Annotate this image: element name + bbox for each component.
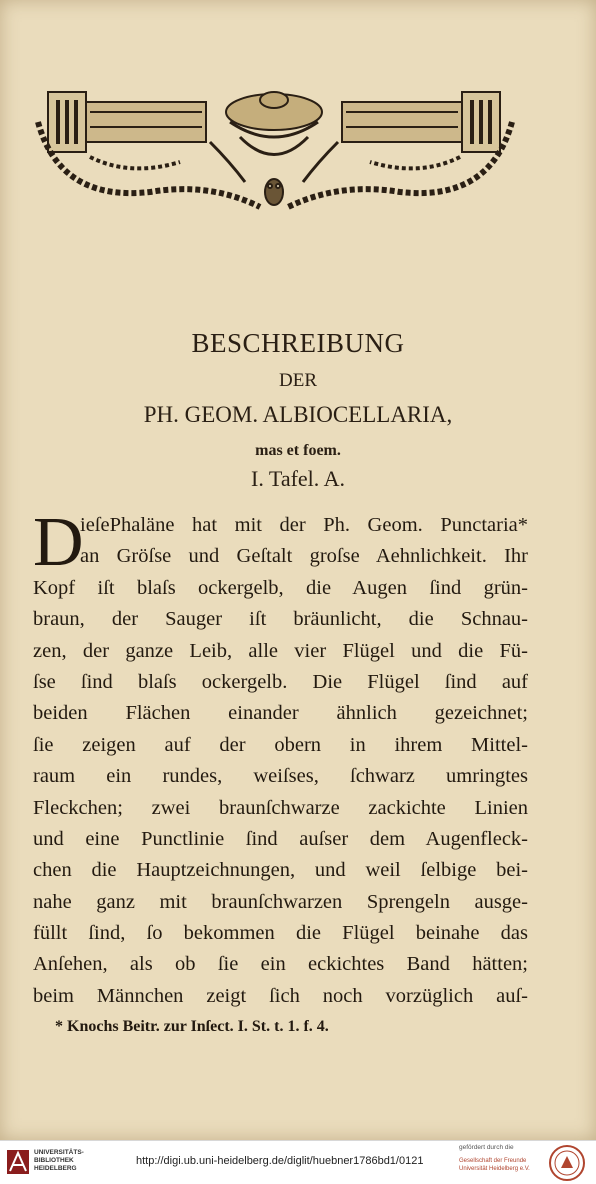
body-paragraph [33,504,528,1012]
section-title: BESCHREIBUNG [191,328,405,358]
text-line: raum ein rundes, weiſses, ſchwarz umringtes [33,765,528,788]
footnote: * Knochs Beitr. zur Inſect. I. St. t. 1. f. 4. [55,1018,329,1035]
text-line: chen die Hauptzeichnungen, und weil ſelbige bei- [33,859,528,882]
text-line: an Gröſse und Geſtalt groſse Aehnlichkeit. Ihr [80,545,528,568]
text-line: beim Männchen zeigt ſich noch vorzüglich auſ- [33,984,528,1007]
sponsor-name: Gesellschaft der Freunde Universität Heidelberg e.V. [459,1158,530,1172]
text-line: ieſePhaläne hat mit der Ph. Geom. Punctaria* [80,514,528,536]
text-line: zen, der ganze Leib, alle vier Flügel und die Fü- [33,639,528,662]
sex-note: mas et foem. [255,442,341,459]
text-line: Anſehen, als ob ſie ein eckichtes Band hätten; [33,953,528,976]
text-line: Fleckchen; zwei braunſchwarze zackichte Linien [33,796,528,819]
sponsor-label: gefördert durch die [459,1144,514,1151]
drop-cap: D [33,504,84,581]
text-line: und eine Punctlinie ſind auſser dem Augenfleck- [33,827,528,850]
library-logo-icon[interactable] [6,1147,30,1177]
text-line: Kopf iſt blaſs ockergelb, die Augen ſind grün- [33,576,528,599]
digitization-footer [0,1140,596,1184]
text-line: nahe ganz mit braunſchwarzen Sprengeln ausge- [33,890,528,913]
text-line: braun, der Sauger iſt bräunlicht, die Schnau- [33,608,528,631]
section-subtitle-der: DER [279,370,317,391]
text-line: ſie zeigen auf der obern in ihrem Mittel- [33,733,528,756]
text-line: ſse ſind blaſs ockergelb. Die Flügel ſind auf [33,670,528,693]
text-line: beiden Flächen einander ähnlich gezeichnet; [33,702,528,725]
plate-reference: I. Tafel. A. [251,466,345,491]
species-name: PH. GEOM. ALBIOCELLARIA, [143,402,453,427]
library-name: UNIVERSITÄTS- BIBLIOTHEK HEIDELBERG [34,1149,84,1172]
decorative-headpiece-ornament [30,82,520,222]
university-seal-icon[interactable] [548,1144,586,1182]
text-line: füllt ſind, ſo bekommen die Flügel beinahe das [33,922,528,945]
permalink-url[interactable]: http://digi.ub.uni-heidelberg.de/diglit/huebner1786bd1/0121 [136,1155,424,1167]
